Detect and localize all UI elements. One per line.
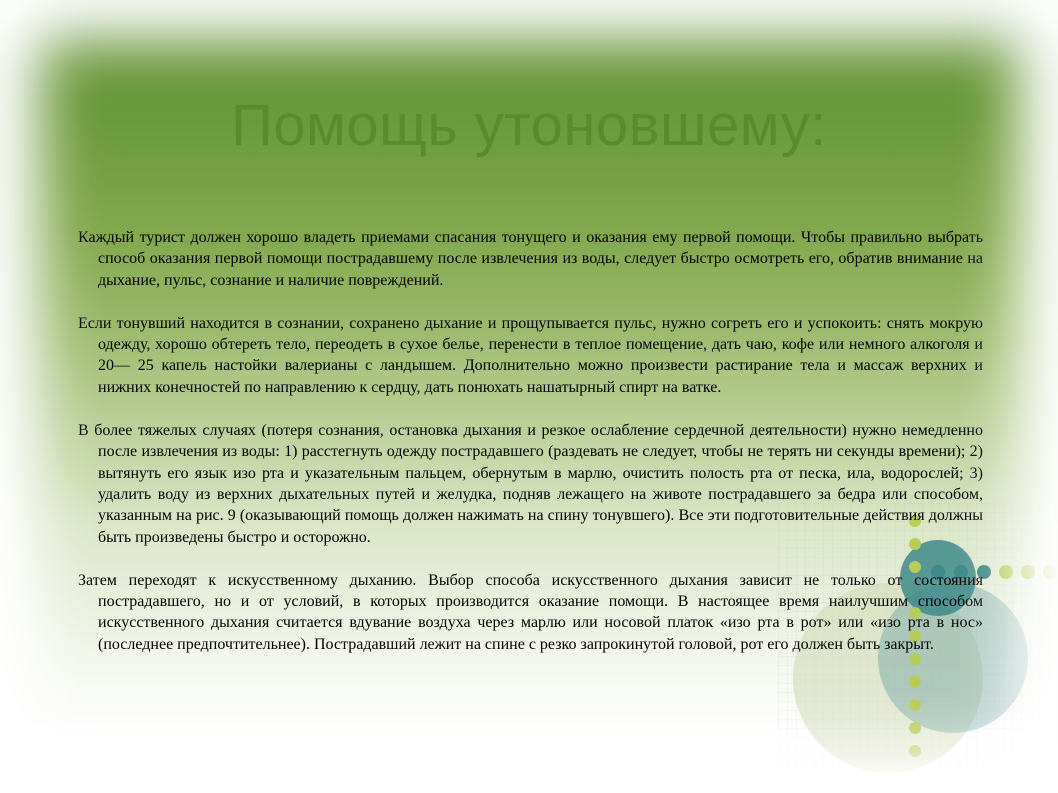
slide-title: Помощь утоновшему: [231,93,827,158]
paragraph-4: Затем переходят к искусственному дыханию. Выбор способа искусственного дыхания зависит не только от состояния пострадавшего, но и от условий, в которых производится оказание помощи. В настоящее время наилучшим способом искусственного дыхания считается вдувание воздуха через марлю или носовой платок «изо рта в рот» или «изо рта в нос» (последнее предпочтительнее). Пострадавший лежит на спине с резко запрокинутой головой, рот его должен быть закрыт. [78,571,983,653]
paragraph-3: В более тяжелых случаях (потеря сознания, остановка дыхания и резкое ослабление сердечной деятельности) нужно немедленно после извлечения из воды: 1) расстегнуть одежду пострадавшего (раздевать не следует, чтобы не терять ни секунды времени); 2) вытянуть его язык изо рта и указательным пальцем, обернутым в марлю, очистить полость рта от песка, ила, водорослей; 3) удалить воду из верхних дыхательных путей и желудка, подняв лежащего на животе пострадавшего за бедра или способом, указанным на рис. 9 (оказывающий помощь должен нажимать на спину тонувшего). Все эти подготовительные действия должны быть произведены быстро и осторожно. [78,422,983,546]
slide-body [78,227,983,677]
paragraph-2: Если тонувший находится в сознании, сохранено дыхание и прощупывается пульс, нужно согреть его и успокоить: снять мокрую одежду, хорошо обтереть тело, переодеть в сухое белье, перенести в теплое помещение, дать чаю, кофе или немного алкоголя и 20— 25 капель настойки валерианы с ландышем. Дополнительно можно произвести растирание тела и массаж верхних и нижних конечностей по направлению к сердцу, дать понюхать нашатырный спирт на ватке. [78,314,983,396]
paragraph-1: Каждый турист должен хорошо владеть приемами спасания тонущего и оказания ему первой помощи. Чтобы правильно выбрать способ оказания первой помощи пострадавшему после извлечения из воды, следует быстро осмотреть его, обратив внимание на дыхание, пульс, сознание и наличие повреждений. [78,229,983,289]
